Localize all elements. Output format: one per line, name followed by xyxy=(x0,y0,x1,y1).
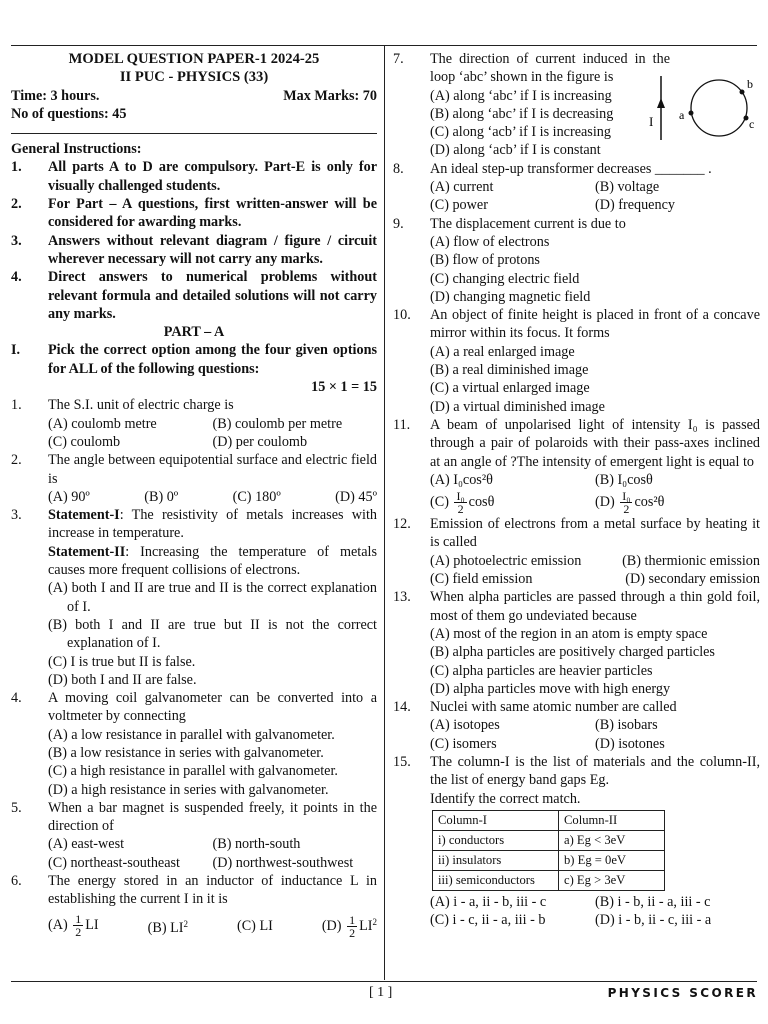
table-row: i) conductors a) Eg < 3eV xyxy=(433,830,665,850)
instruction-item: 1. All parts A to D are compulsory. Part-E is only for visually challenged students. xyxy=(11,159,377,194)
label-c: c xyxy=(749,117,755,131)
question-4: 4. A moving coil galvanometer can be converted into a voltmeter by connecting (A) a low resistance in parallel with galvanometer. (B) a low resistance in series with galvanometer. (C) a high resistance in parallel with galvanometer. (D) a high resistance in series with galvanometer. xyxy=(11,690,377,798)
section-instruction: I. Pick the correct option among the four given options for ALL of the following questions: xyxy=(11,342,377,377)
question-3: 3. Statement-I: The resistivity of metals increases with increase in temperature. Statement-II: Increasing the temperature of metals causes more frequent collisions of electrons. (A) both I and II are true and II is the correct explanation of I. (B) both I and II are true but II is not the correct explanation of I. (C) I is true but II is false. (D) both I and II are false. xyxy=(11,507,377,688)
header-rule xyxy=(11,133,377,134)
question-7: 7. The direction of current induced in the loop ‘abc’ shown in the figure is (A) along ‘abc’ if I is increasing (B) along ‘abc’ if I is decreasing (C) along ‘acb’ if I is increasing (D) along ‘acb’ if I is constant I a b c xyxy=(393,50,760,160)
part-a-title: PART – A xyxy=(163,324,225,341)
column-divider xyxy=(384,46,385,980)
paper-title: MODEL QUESTION PAPER-1 2024-25 xyxy=(68,51,320,67)
table-row: iii) semiconductors c) Eg > 3eV xyxy=(433,870,665,890)
question-9: 9. The displacement current is due to (A) flow of electrons (B) flow of protons (C) changing electric field (D) changing magnetic field xyxy=(393,215,626,305)
label-I: I xyxy=(649,114,654,129)
question-11: 11. A beam of unpolarised light of intensity I₀ is passed through a pair of polaroids with their pass-axes inclined at an angle of ?The intensity of emergent light is equal to (A) I₀cos²θ (B) I₀cosθ (C) $\frac{\text{I₀}}{2}$ cosθ (D) $\frac{\text{I₀}}{2}$ cos²θ xyxy=(393,416,760,516)
section-marks: 15 × 1 = 15 xyxy=(311,379,377,396)
instruction-item: 4. Direct answers to numerical problems without relevant formula and detailed solutions will not carry any marks. xyxy=(11,269,377,322)
question-13: 13. When alpha particles are passed through a thin gold foil, most of them go undeviated because (A) most of the region in an atom is empty space (B) alpha particles are positively charged particles (C) alpha particles are heavier particles (D) alpha particles move with high energy xyxy=(393,589,760,697)
table-header-row: Column-I Column-II xyxy=(433,810,665,830)
question-5: 5. When a bar magnet is suspended freely, it points in the direction of (A) east-west (B) north-south (C) northeast-southeast (D) northwest-southwest xyxy=(11,799,377,871)
current-arrow-icon xyxy=(657,98,665,108)
label-b: b xyxy=(747,77,753,91)
question-6: 6. The energy stored in an inductor of inductance L in establishing the current I in it is (A) $\frac{1}{2}$ LI (B) $LI^2$ (C) LI (D) $\frac{1}{2}$ $LI^2$ xyxy=(11,873,377,940)
question-12: 12. Emission of electrons from a metal surface by heating it is called (A) photoelectric emission (B) thermionic emission (C) field emission (D) secondary emission xyxy=(393,516,760,588)
table-row: ii) insulators b) Eg = 0eV xyxy=(433,850,665,870)
paper-subject: II PUC - PHYSICS (33) xyxy=(119,69,269,86)
loop-figure xyxy=(649,68,759,144)
question-8: 8. An ideal step-up transformer decreases _______ . (A) current (B) voltage (C) power (D) frequency xyxy=(393,160,712,214)
instruction-item: 2. For Part – A questions, first written-answer will be considered for awarding marks. xyxy=(11,196,377,231)
num-questions-label: No of questions: 45 xyxy=(11,105,127,122)
instruction-item: 3. Answers without relevant diagram / figure / circuit wherever necessary will not carry any marks. xyxy=(11,232,377,267)
max-marks-label: Max Marks: 70 xyxy=(283,87,377,104)
question-14: 14. Nuclei with same atomic number are called (A) isotopes (B) isobars (C) isomers (D) isotones xyxy=(393,699,677,752)
band-gap-table xyxy=(432,810,665,891)
page-number: [ 1 ] xyxy=(369,985,393,1000)
left-column xyxy=(11,50,377,939)
time-marks-row xyxy=(11,87,377,105)
instructions-heading: General Instructions: xyxy=(11,141,142,158)
time-label: Time: 3 hours. xyxy=(11,87,100,104)
question-1: 1. The S.I. unit of electric charge is (A) coulomb metre (B) coulomb per metre (C) coulomb (D) per coulomb xyxy=(11,397,343,450)
question-2: 2. The angle between equipotential surface and electric field is (A) 90º (B) 0º (C) 180º (D) 45º xyxy=(11,452,377,505)
question-10: 10. An object of finite height is placed in front of a concave mirror within its focus. It forms (A) a real enlarged image (B) a real diminished image (C) a virtual enlarged image (D) a virtual diminished image xyxy=(393,307,760,415)
right-column xyxy=(393,50,760,929)
label-a: a xyxy=(679,108,685,122)
question-15: 15. The column-I is the list of materials and the column-II, the list of energy band gaps Eg. Identify the correct match. Column-I Column-II i) conductors a) Eg < 3eV ii) insulators b) Eg = 0eV iii) semiconductors c) Eg > 3eV (A) i - a, ii - b, iii - c (B) i - b, ii - a, iii - c (C) i - c, ii - a, iii - b (D) i - b, ii - c, iii - a xyxy=(393,753,760,929)
bottom-rule xyxy=(11,981,757,982)
brand-logo: PHYSICS SCORER xyxy=(607,986,758,1000)
loop-circle xyxy=(691,80,747,136)
